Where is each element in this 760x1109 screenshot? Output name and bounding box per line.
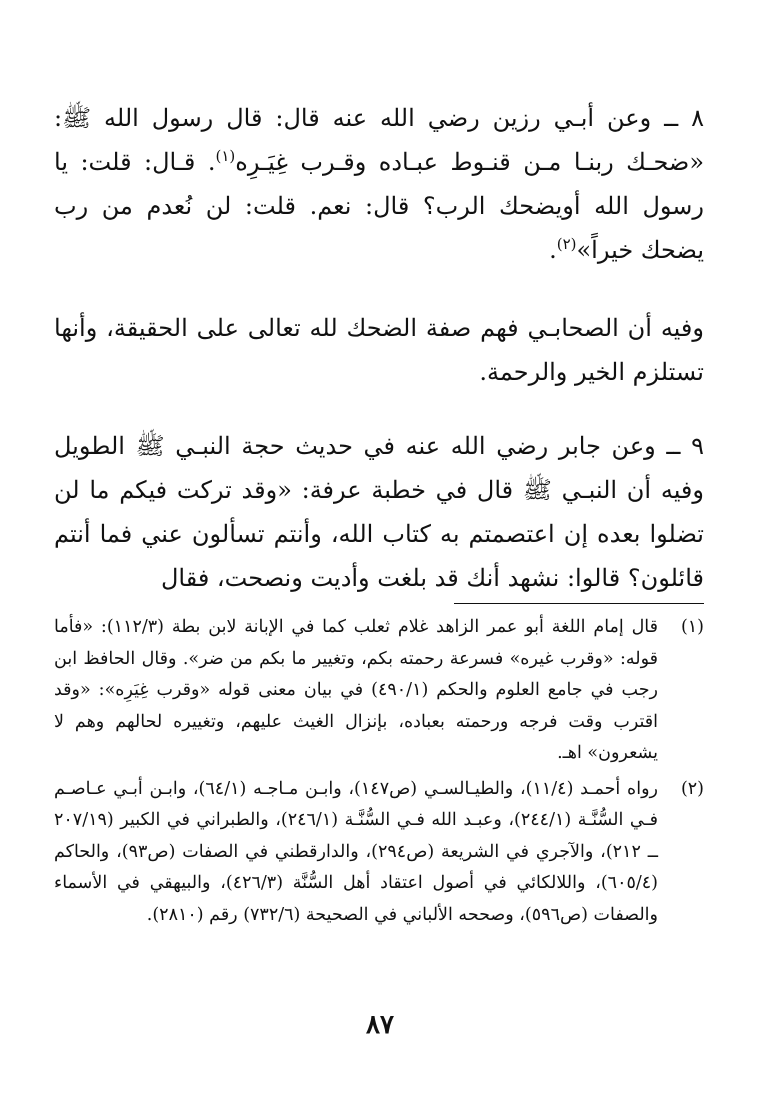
footnotes: [54, 612, 704, 931]
footnote-ref-2: (٢): [556, 235, 577, 253]
hadith-9-paragraph: ٩ ــ وعن جابر رضي الله عنه في حديث حجة النبـي ﷺ الطويل وفيه أن النبـي ﷺ قال في خطبة عرفة: «وقد تركت فيكم ما لن تضلوا بعده إن اعتصمتم به كتاب الله، وأنتم تسألون عني فما أنتم قائلون؟ قالوا: نشهد أنك قد بلغت وأديت ونصحت، فقال: [54, 432, 704, 592]
hadith-8-continuation: . قـال: قلت: يا رسول الله أويضحك الرب؟ قال: نعم. قلت: لن نُعدم من رب يضحك خيراً»: [54, 148, 704, 264]
page-number: ٨٧: [366, 1010, 394, 1040]
footnote-1: [54, 612, 704, 770]
footnote-number: (٢): [680, 778, 704, 799]
footnote-text: قال إمام اللغة أبو عمر الزاهد غلام ثعلب كما في الإبانة لابن بطة (١١٢/٣): «فأما قوله: «وقرب غيره» فسرعة رحمته بكم، وتغيير ما بكم من ضر». وقال الحافظ ابن رجب في جامع العلوم والحكم (٤٩٠/١) في بيان معنى قوله «وقرب غِيَرِه»: «وقد اقترب وقت فرجه ورحمته بعباده، بإنزال الغيث عليهم، وتغييره لحالهم وهم لا يشعرون» اهـ.: [54, 617, 658, 763]
commentary-paragraph: وفيه أن الصحابـي فهم صفة الضحك لله تعالى على الحقيقة، وأنها تستلزم الخير والرحمة.: [54, 314, 704, 386]
hadith-8-text: ٨ ــ وعن أبـي رزين رضي الله عنه قال: قال رسول الله ﷺ: «ضحـك ربنـا مـن قنـوط عبـاده وقـرب غِيَـرِه: [54, 104, 704, 176]
hadith-8-paragraph: [54, 96, 704, 272]
footnote-number: (١): [680, 617, 704, 637]
footnote-2: [54, 774, 704, 932]
hadith-8-end: .: [549, 236, 557, 264]
footnote-separator: [454, 603, 704, 604]
main-text: [54, 96, 704, 600]
footnote-ref-1: (١): [215, 147, 236, 165]
footnote-text: رواه أحمـد (١١/٤)، والطيـالسـي (ص١٤٧)، وابـن مـاجـه (٦٤/١)، وابـن أبـي عـاصـم فـي السُّنَّـة (٢٤٤/١)، وعبـد الله فـي السُّنَّـة (٢٤٦/١)، والطبراني في الكبير (٢٠٧/١٩ ــ ٢١٢)، والآجري في الشريعة (ص٢٩٤)، والدارقطني في الصفات (ص٩٣)، والحاكم (٦٠٥/٤)، واللالكائي في أصول اعتقاد أهل السُّنَّة (٤٢٦/٣)، والبيهقي في الأسماء والصفات (ص٥٩٦)، وصححه الألباني في الصحيحة (٧٣٢/٦) رقم (٢٨١٠).: [54, 778, 658, 925]
